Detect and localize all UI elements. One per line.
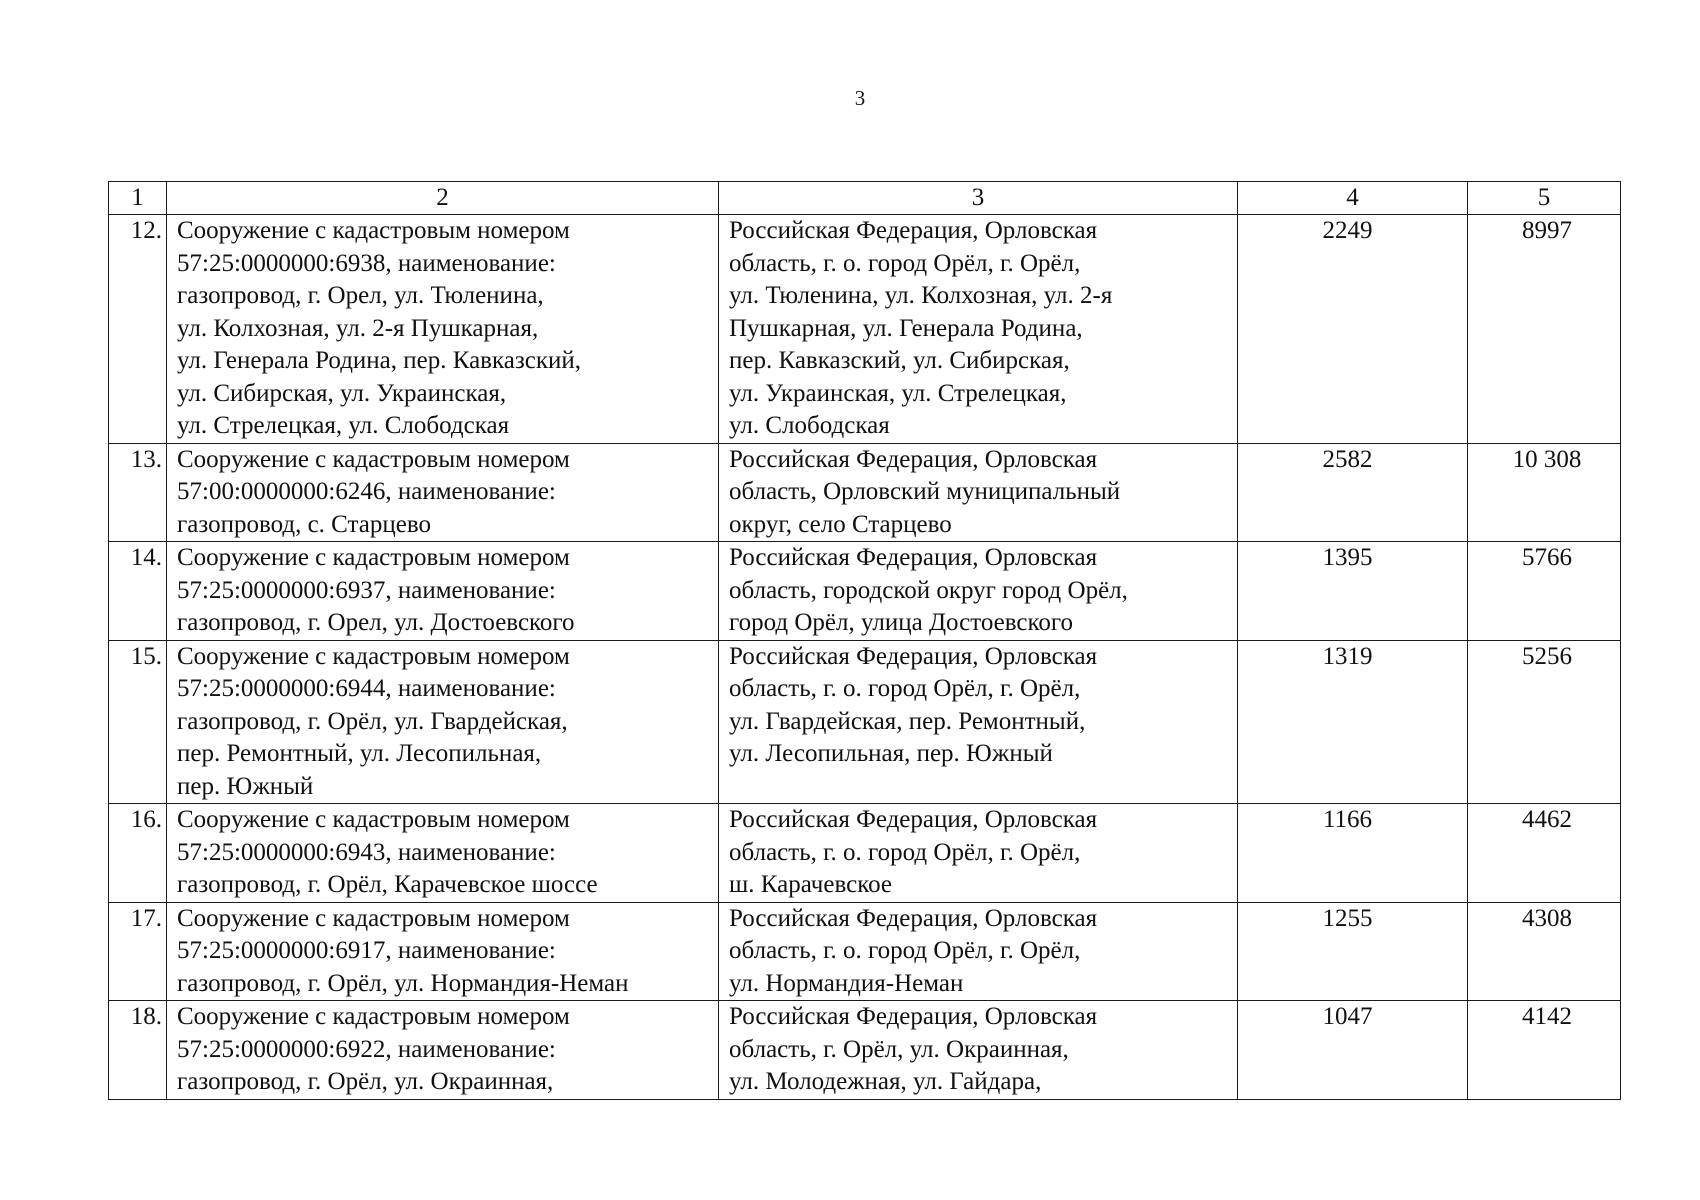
header-col-1: 1	[109, 182, 167, 215]
header-col-4: 4	[1238, 182, 1468, 215]
table-row	[109, 542, 1621, 641]
table-row	[109, 804, 1621, 903]
row-number: 12.	[109, 215, 167, 444]
page-number: 3	[854, 86, 866, 110]
table-row	[109, 1001, 1621, 1100]
col5-value: 8997	[1468, 215, 1621, 444]
object-description: Сооружение с кадастровым номером 57:25:0000000:6917, наименование: газопровод, г. Орёл, ул. Нормандия-Неман	[167, 902, 719, 1001]
object-address: Российская Федерация, Орловская область, Орловский муниципальный округ, село Старцево	[719, 443, 1238, 542]
col4-value: 1047	[1238, 1001, 1468, 1100]
header-col-2: 2	[167, 182, 719, 215]
object-address: Российская Федерация, Орловская область, городской округ город Орёл, город Орёл, улица Достоевского	[719, 542, 1238, 641]
object-description: Сооружение с кадастровым номером 57:00:0000000:6246, наименование: газопровод, с. Старцево	[167, 443, 719, 542]
table-row	[109, 215, 1621, 444]
col4-value: 2249	[1238, 215, 1468, 444]
col4-value: 2582	[1238, 443, 1468, 542]
row-number: 16.	[109, 804, 167, 903]
table-row	[109, 640, 1621, 804]
col5-value: 4142	[1468, 1001, 1621, 1100]
col5-value: 10 308	[1468, 443, 1621, 542]
object-description: Сооружение с кадастровым номером 57:25:0000000:6937, наименование: газопровод, г. Орел, ул. Достоевского	[167, 542, 719, 641]
object-description: Сооружение с кадастровым номером 57:25:0000000:6922, наименование: газопровод, г. Орёл, ул. Окраинная,	[167, 1001, 719, 1100]
col4-value: 1395	[1238, 542, 1468, 641]
row-number: 15.	[109, 640, 167, 804]
property-table	[108, 181, 1621, 1100]
table-header-row	[109, 182, 1621, 215]
table-row	[109, 902, 1621, 1001]
object-description: Сооружение с кадастровым номером 57:25:0000000:6938, наименование: газопровод, г. Орел, ул. Тюленина, ул. Колхозная, ул. 2-я Пушкарная, ул. Генерала Родина, пер. Кавказский, ул. Сибирская, ул. Украинская, ул. Стрелецкая, ул. Слободская	[167, 215, 719, 444]
col5-value: 4462	[1468, 804, 1621, 903]
col4-value: 1319	[1238, 640, 1468, 804]
header-col-5: 5	[1468, 182, 1621, 215]
header-col-3: 3	[719, 182, 1238, 215]
object-address: Российская Федерация, Орловская область, г. Орёл, ул. Окраинная, ул. Молодежная, ул. Гайдара,	[719, 1001, 1238, 1100]
col4-value: 1255	[1238, 902, 1468, 1001]
row-number: 18.	[109, 1001, 167, 1100]
col5-value: 4308	[1468, 902, 1621, 1001]
object-description: Сооружение с кадастровым номером 57:25:0000000:6944, наименование: газопровод, г. Орёл, ул. Гвардейская, пер. Ремонтный, ул. Лесопильная, пер. Южный	[167, 640, 719, 804]
object-description: Сооружение с кадастровым номером 57:25:0000000:6943, наименование: газопровод, г. Орёл, Карачевское шоссе	[167, 804, 719, 903]
object-address: Российская Федерация, Орловская область, г. о. город Орёл, г. Орёл, ул. Гвардейская, пер. Ремонтный, ул. Лесопильная, пер. Южный	[719, 640, 1238, 804]
row-number: 17.	[109, 902, 167, 1001]
col5-value: 5766	[1468, 542, 1621, 641]
object-address: Российская Федерация, Орловская область, г. о. город Орёл, г. Орёл, ш. Карачевское	[719, 804, 1238, 903]
row-number: 14.	[109, 542, 167, 641]
col5-value: 5256	[1468, 640, 1621, 804]
object-address: Российская Федерация, Орловская область, г. о. город Орёл, г. Орёл, ул. Нормандия-Неман	[719, 902, 1238, 1001]
table-row	[109, 443, 1621, 542]
object-address: Российская Федерация, Орловская область, г. о. город Орёл, г. Орёл, ул. Тюленина, ул. Колхозная, ул. 2-я Пушкарная, ул. Генерала Родина, пер. Кавказский, ул. Сибирская, ул. Украинская, ул. Стрелецкая, ул. Слободская	[719, 215, 1238, 444]
row-number: 13.	[109, 443, 167, 542]
col4-value: 1166	[1238, 804, 1468, 903]
